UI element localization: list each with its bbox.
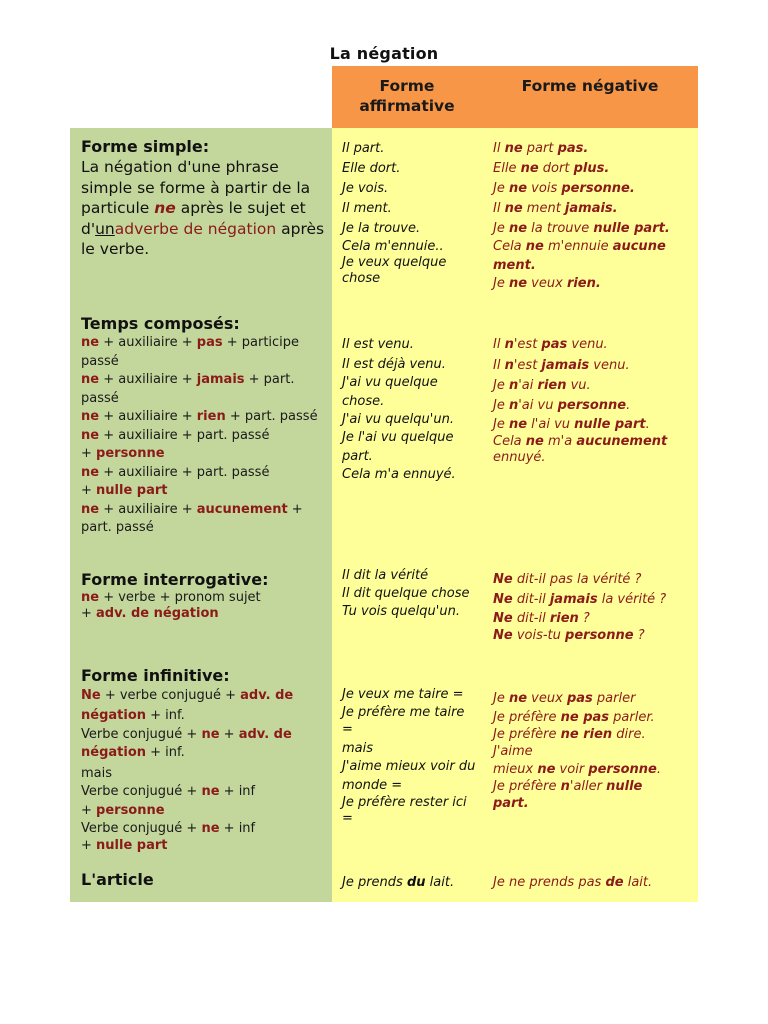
examples-negative-simple: Il ne part pas. Elle ne dort plus. Je ne vois personne. Il ne ment jamais. Je ne la trouve nulle part. Cela ne m'ennuie aucune ment. Je ne veux rien. <box>493 141 670 291</box>
section-description: La négation d'une phrase simple se forme à partir de la particule ne après le sujet et d'unadverbe de négation après le verbe. <box>81 158 325 258</box>
examples-affirmative-infinitive: Je veux me taire = Je préfère me taire = mais J'aime mieux voir du monde = Je préfère rester ici = <box>342 687 476 826</box>
section-title: Forme infinitive: <box>81 666 230 685</box>
section-interrogative <box>81 570 327 622</box>
section-title: Temps composés: <box>81 314 240 333</box>
section-simple <box>81 137 327 260</box>
section-title: L'article <box>81 870 154 889</box>
rule-list: Ne + verbe conjugué + adv. de négation + inf. Verbe conjugué + ne + adv. de négation + inf. mais Verbe conjugué + ne + inf + personne Verbe conjugué + ne + inf + nulle part <box>81 688 294 853</box>
examples-negative-article: Je ne prends pas de lait. <box>493 875 653 890</box>
section-title: Forme interrogative: <box>81 570 269 589</box>
section-title: Forme simple: <box>81 137 210 156</box>
header-negative: Forme négative <box>521 77 659 95</box>
table-header <box>332 66 698 128</box>
page-title: La négation <box>329 44 439 63</box>
examples-affirmative-simple: Il part. Elle dort. Je vois. Il ment. Je la trouve. Cela m'ennuie.. Je veux quelque chose <box>342 141 447 286</box>
section-compose <box>81 314 327 538</box>
examples-affirmative-article: Je prends du lait. <box>342 875 455 890</box>
examples-negative-interrogative: Ne dit-il pas la vérité ? Ne dit-il jamais la vérité ? Ne dit-il rien ? Ne vois-tu personne ? <box>493 572 667 643</box>
examples-affirmative-compose: Il est venu. Il est déjà venu. J'ai vu quelque chose. J'ai vu quelqu'un. Je l'ai vu quelque part. Cela m'a ennuyé. <box>342 337 456 482</box>
section-article <box>81 870 327 890</box>
examples-negative-infinitive: Je ne veux pas parler Je préfère ne pas parler. Je préfère ne rien dire. J'aime mieux ne voir personne. Je préfère n'aller nulle part. <box>493 691 661 811</box>
examples-negative-compose: Il n'est pas venu. Il n'est jamais venu. Je n'ai rien vu. Je n'ai vu personne. Je ne l'ai vu nulle part. Cela ne m'a aucunement ennuyé. <box>493 337 668 465</box>
section-infinitive <box>81 666 327 854</box>
rule-list: ne + auxiliaire + pas + participe passé ne + auxiliaire + jamais + part. passé ne + auxiliaire + rien + part. passé ne + auxiliaire + part. passé + personne ne + auxiliaire + part. passé + nulle part ne + auxiliaire + aucunement + part. passé <box>81 335 318 535</box>
rule-list: ne + verbe + pronom sujet + adv. de négation <box>81 590 261 621</box>
examples-affirmative-interrogative: Il dit la vérité Il dit quelque chose Tu vois quelqu'un. <box>342 568 470 619</box>
header-affirmative: Forme affirmative <box>359 77 455 115</box>
